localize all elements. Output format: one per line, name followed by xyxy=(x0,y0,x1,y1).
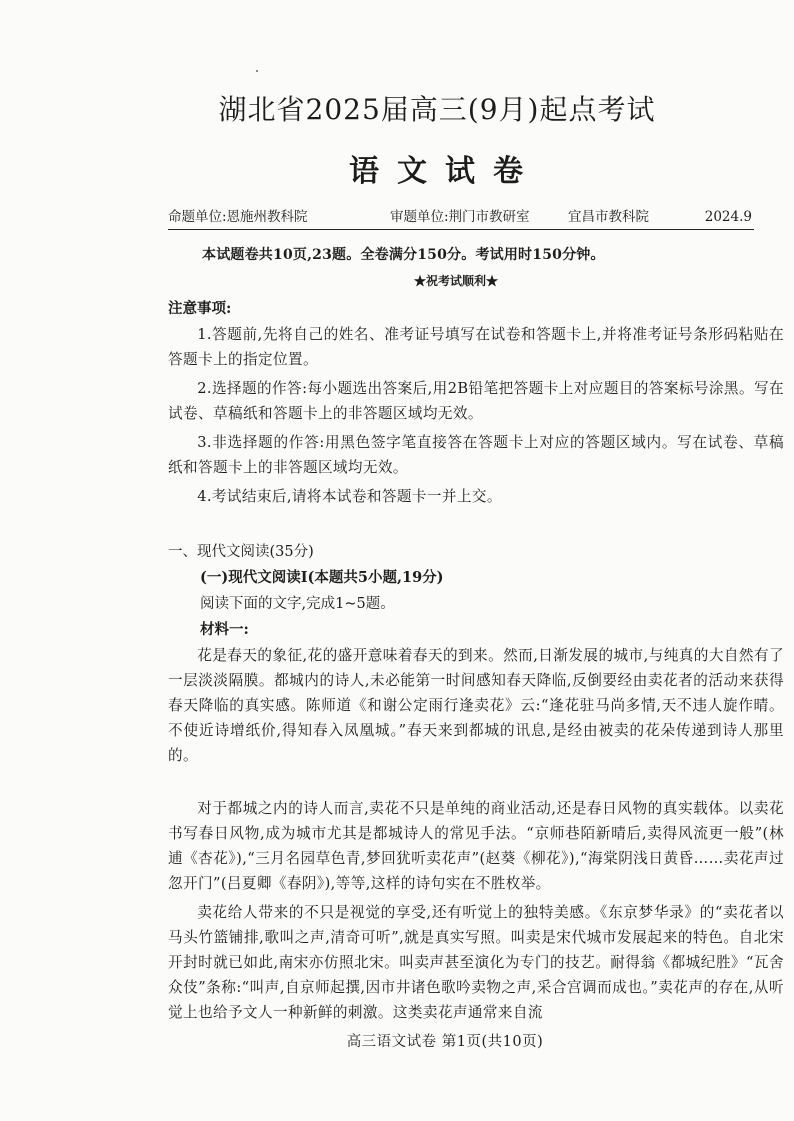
exam-summary: 本试题卷共10页,23题。全卷满分150分。考试用时150分钟。 xyxy=(202,247,605,263)
notice-item: 4.考试结束后,请将本试卷和答题卡一并上交。 xyxy=(197,488,502,505)
good-luck-line: ★祝考试顺利★ xyxy=(413,274,498,288)
exam-date: 2024.9 xyxy=(704,209,752,225)
unit-review-2: 宜昌市教科院 xyxy=(568,209,649,225)
unit-review: 审题单位:荆门市教研室 xyxy=(390,209,530,225)
notice-heading: 注意事项: xyxy=(168,300,232,317)
passage-paragraph: 对于都城之内的诗人而言,卖花不只是单纯的商业活动,还是春日风物的真实载体。以卖花书写春日风物,成为城市尤其是都城诗人的常见手法。“京师巷陌新晴后,卖得风流更一般”(林逋《杏花》),“三月名园草色青,梦回犹听卖花声”(赵葵《柳花》),“海棠阴浅日黄昏……卖花声过忽开门”(吕夏卿《春阴》),等等,这样的诗句实在不胜枚举。 xyxy=(168,800,784,892)
unit-line xyxy=(168,205,752,225)
subsection-heading: (一)现代文阅读Ⅰ(本题共5小题,19分) xyxy=(200,569,444,586)
reading-instruction: 阅读下面的文字,完成1~5题。 xyxy=(200,596,395,612)
exam-title: 湖北省2025届高三(9月)起点考试 xyxy=(218,93,656,126)
notice-item: 1.答题前,先将自己的姓名、准考证号填写在试卷和答题卡上,并将准考证号条形码粘贴在答题卡上的指定位置。 xyxy=(168,326,784,368)
unit-propose: 命题单位:恩施州教科院 xyxy=(168,209,308,225)
passage-paragraph: 花是春天的象征,花的盛开意味着春天的到来。然而,日渐发展的城市,与纯真的大自然有了一层淡淡隔膜。都城内的诗人,未必能第一时间感知春天降临,反倒要经由卖花者的活动来获得春天降临的真实感。陈师道《和谢公定雨行逢卖花》云:“逢花驻马尚多情,天不违人旋作晴。不使近诗增纸价,得知春入凤凰城。”春天来到都城的讯息,是经由被卖的花朵传递到诗人那里的。 xyxy=(168,647,784,764)
header-rule xyxy=(168,229,754,230)
notice-item: 3.非选择题的作答:用黑色签字笔直接答在答题卡上对应的答题区域内。写在试卷、草稿纸和答题卡上的非答题区域均无效。 xyxy=(168,434,784,476)
page-footer: 高三语文试卷 第1页(共10页) xyxy=(346,1034,544,1050)
scan-speck xyxy=(256,70,258,72)
section-heading: 一、现代文阅读(35分) xyxy=(168,544,314,560)
passage-paragraph: 卖花给人带来的不只是视觉的享受,还有听觉上的独特美感。《东京梦华录》的“卖花者以马头竹篮铺排,歌叫之声,清奇可听”,就是真实写照。叫卖是宋代城市发展起来的特色。自北宋开封时就已如此,南宋亦仿照北宋。叫卖声甚至演化为专门的技艺。耐得翁《都城纪胜》“瓦舍众伎”条称:“叫声,自京师起撰,因市井诸色歌吟卖物之声,采合宫调而成也。”卖花声的存在,从听觉上也给予文人一种新鲜的刺激。这类卖花声通常来自流 xyxy=(168,904,784,1021)
exam-subtitle: 语文试卷 xyxy=(349,154,541,189)
notice-item: 2.选择题的作答:每小题选出答案后,用2B铅笔把答题卡上对应题目的答案标号涂黑。写在试卷、草稿纸和答题卡上的非答题区域均无效。 xyxy=(168,380,784,422)
material-label: 材料一: xyxy=(200,621,249,638)
